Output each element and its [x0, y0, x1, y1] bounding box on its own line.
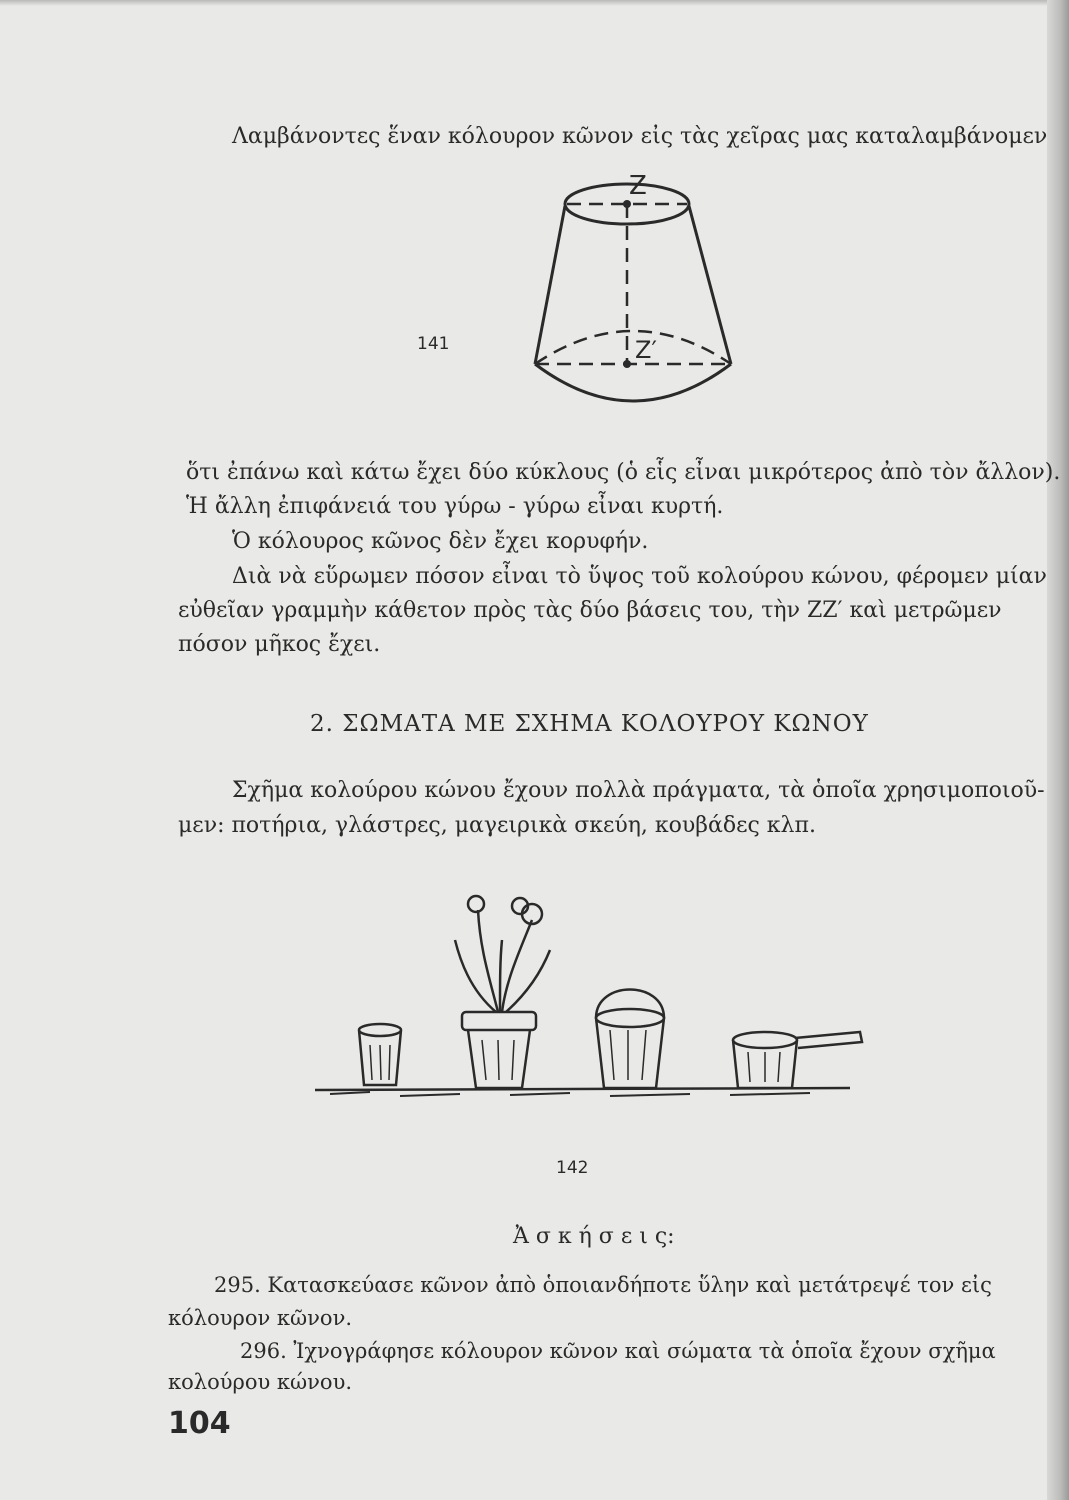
frustum-objects-illustration	[310, 880, 870, 1120]
paragraph-2-line-2: μεν: ποτήρια, γλάστρες, μαγειρικὰ σκεύη, κουβάδες κλπ.	[178, 813, 816, 838]
saucepan-icon	[733, 1032, 862, 1088]
paragraph-2-line-1: Σχῆμα κολούρου κώνου ἔχουν πολλὰ πράγματα, τὰ ὁποῖα χρησιμοποιοῦ-	[232, 778, 1045, 803]
point-z	[623, 200, 631, 208]
flowerpot-icon	[462, 1012, 536, 1088]
bucket-icon	[596, 990, 664, 1089]
intro-line: Λαμβάνοντες ἕναν κόλουρον κῶνον εἰς τὰς χεῖρας μας καταλαμβάνομεν	[232, 124, 1048, 149]
exercises-title: Ἀ σ κ ή σ ε ι ς:	[513, 1224, 675, 1249]
exercise-296-line-1: 296. Ἰχνογράφησε κόλουρον κῶνον καὶ σώματα τὰ ὁποῖα ἔχουν σχῆμα	[240, 1339, 996, 1363]
page-number: 104	[168, 1406, 231, 1441]
figure-142-number: 142	[556, 1158, 589, 1178]
page-binding-edge	[1047, 0, 1069, 1500]
paragraph-1-line-4: Διὰ νὰ εὕρωμεν πόσον εἶναι τὸ ὕψος τοῦ κολούρου κώνου, φέρομεν μίαν	[232, 564, 1047, 589]
exercise-295-line-1: 295. Κατασκεύασε κῶνον ἀπὸ ὁποιανδήποτε ὕλην καὶ μετάτρεψέ τον εἰς	[214, 1273, 992, 1297]
paragraph-1-line-6: πόσον μῆκος ἔχει.	[178, 632, 381, 657]
paragraph-1-line-1: ὅτι ἐπάνω καὶ κάτω ἔχει δύο κύκλους (ὁ εἷς εἶναι μικρότερος ἀπὸ τὸν ἄλλον).	[186, 460, 1061, 485]
plant-icon	[455, 896, 550, 1012]
page-top-edge	[0, 0, 1069, 6]
label-z: Z	[629, 171, 647, 201]
right-side-line	[689, 206, 731, 364]
paragraph-1-line-3: Ὁ κόλουρος κῶνος δὲν ἔχει κορυφήν.	[232, 529, 649, 554]
section-heading: 2. ΣΩΜΑΤΑ ΜΕ ΣΧΗΜΑ ΚΟΛΟΥΡΟΥ ΚΩΝΟΥ	[310, 711, 869, 737]
exercise-296-line-2: κολούρου κώνου.	[168, 1370, 353, 1394]
bottom-base-front	[535, 364, 731, 401]
paragraph-1-line-2: Ἡ ἄλλη ἐπιφάνειά του γύρω - γύρω εἶναι κυρτή.	[186, 494, 724, 519]
paragraph-1-line-5: εὐθεῖαν γραμμὴν κάθετον πρὸς τὰς δύο βάσεις του, τὴν ZZ′ καὶ μετρῶμεν	[178, 598, 1002, 623]
exercise-295-line-2: κόλουρον κῶνον.	[168, 1306, 353, 1330]
point-z-prime	[623, 360, 631, 368]
left-side-line	[535, 206, 565, 364]
glass-icon	[359, 1024, 401, 1085]
figure-141-number: 141	[417, 334, 450, 354]
ground-hatching	[330, 1092, 810, 1096]
bottom-base-back-dashed	[535, 331, 731, 364]
frustum-diagram	[515, 168, 775, 418]
label-z-prime: Z′	[635, 336, 657, 364]
